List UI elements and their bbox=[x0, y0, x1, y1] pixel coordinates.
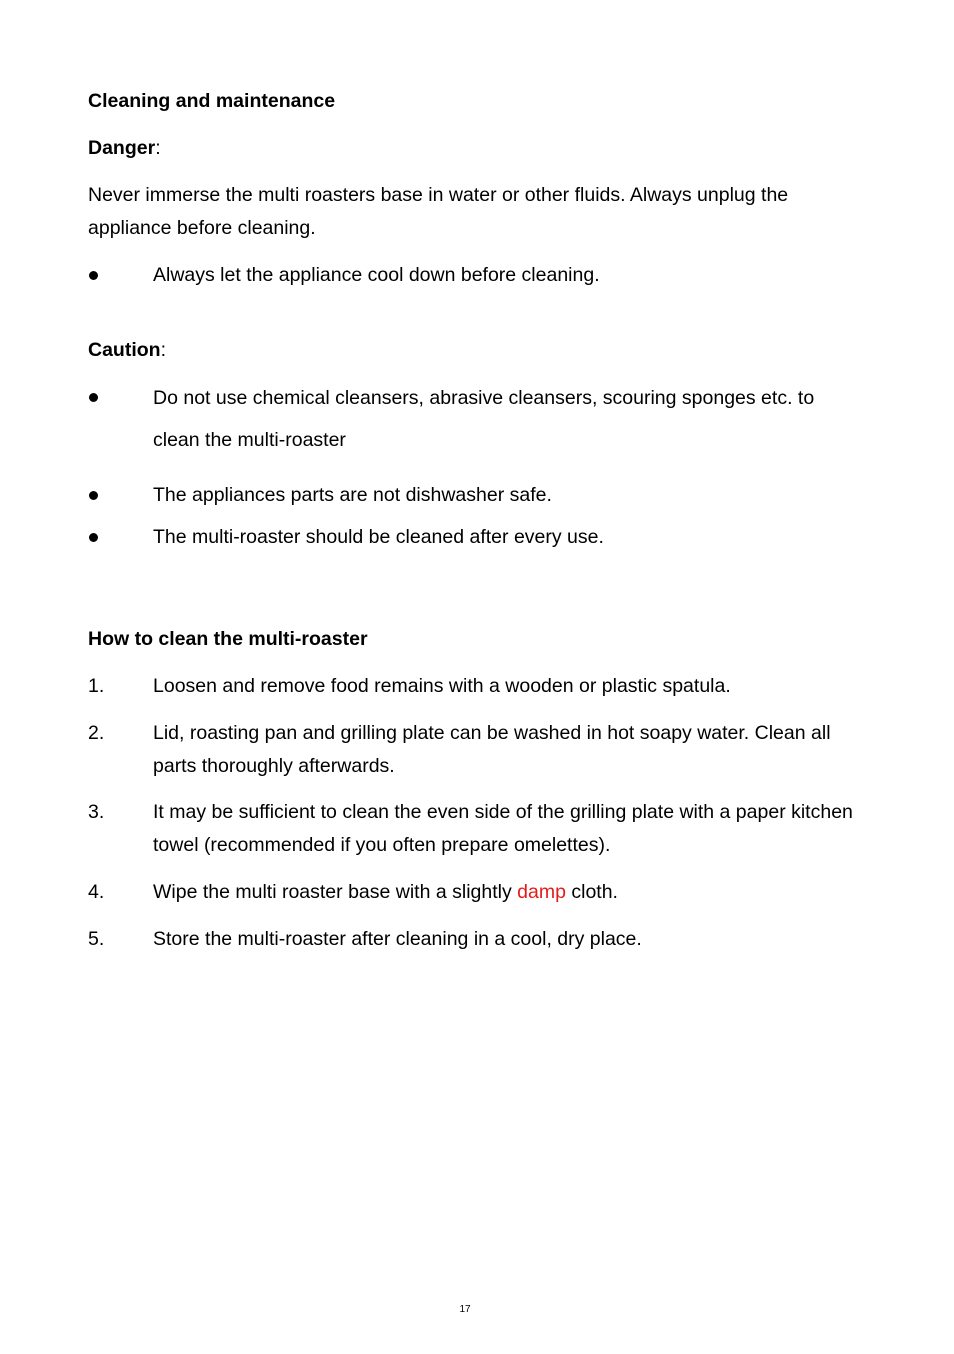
danger-heading bbox=[88, 132, 858, 165]
bullet-text: The multi-roaster should be cleaned after every use. bbox=[153, 526, 604, 548]
page-number: 17 bbox=[459, 1304, 471, 1315]
bullet-text: Do not use chemical cleansers, abrasive cleansers, scouring sponges etc. to clean the multi-roaster bbox=[153, 387, 815, 451]
step-text-before: Wipe the multi roaster base with a slightly bbox=[153, 881, 518, 903]
highlighted-word: damp bbox=[517, 881, 566, 903]
step-text: It may be sufficient to clean the even side of the grilling plate with a paper kitchen towel (recommended if you often prepare omelettes). bbox=[153, 801, 853, 856]
step-number: 4. bbox=[88, 881, 105, 903]
section-title: Cleaning and maintenance bbox=[88, 90, 336, 112]
caution-heading bbox=[88, 334, 858, 367]
caution-label: Caution bbox=[88, 339, 161, 361]
bullet-icon bbox=[89, 393, 98, 402]
step-number: 5. bbox=[88, 928, 105, 950]
bullet-icon bbox=[89, 271, 98, 280]
bullet-text: The appliances parts are not dishwasher safe. bbox=[153, 484, 552, 506]
how-to-heading: How to clean the multi-roaster bbox=[88, 628, 368, 650]
danger-label: Danger bbox=[88, 137, 156, 159]
bullet-icon bbox=[89, 491, 98, 500]
step-text: Store the multi-roaster after cleaning in a cool, dry place. bbox=[153, 928, 642, 950]
caution-colon: : bbox=[160, 339, 166, 361]
step-text bbox=[153, 876, 853, 909]
step-number: 3. bbox=[88, 801, 105, 823]
step-text: Lid, roasting pan and grilling plate can be washed in hot soapy water. Clean all parts thoroughly afterwards. bbox=[153, 722, 831, 777]
danger-colon: : bbox=[155, 137, 161, 159]
bullet-text: Always let the appliance cool down before cleaning. bbox=[153, 264, 600, 286]
step-number: 1. bbox=[88, 675, 105, 697]
bullet-icon bbox=[89, 533, 98, 542]
step-text: Loosen and remove food remains with a wooden or plastic spatula. bbox=[153, 675, 731, 697]
danger-paragraph: Never immerse the multi roasters base in water or other fluids. Always unplug the appliance before cleaning. bbox=[88, 184, 789, 239]
step-text-after: cloth. bbox=[565, 881, 618, 903]
step-number: 2. bbox=[88, 722, 105, 744]
